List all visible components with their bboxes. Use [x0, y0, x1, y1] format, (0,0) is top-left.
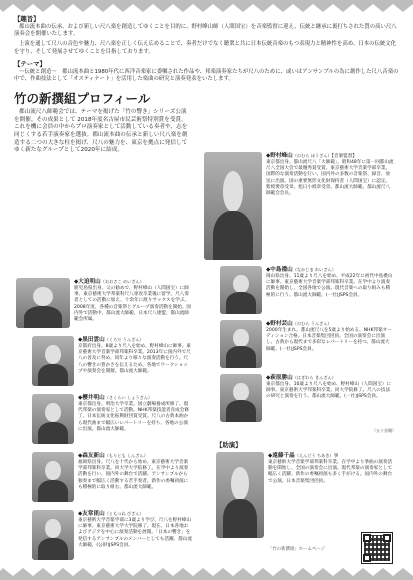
aim-text-1: 都山流本曲の伝承、および新しい尺八楽を創造してゆくことを目的に、野村峰山師（人間国宝）を音楽監督に迎え、伝統と継承に裏打ちされた質の高い尺八演奏会を開催いたします。 [14, 24, 397, 38]
member-reading: （はぎわら きんざん） [292, 375, 336, 380]
aim-heading: 【趣旨】 [14, 15, 40, 23]
guest-heading: 【助演】 [216, 441, 242, 449]
member-photo-tomotsune [32, 510, 74, 560]
order-note: （五十音順） [372, 428, 396, 433]
member-tomotsune [78, 510, 192, 549]
member-name: ◆森友新山 [78, 453, 105, 459]
member-name: ◆萩原勝山 [266, 375, 293, 381]
homepage-label: 「竹の新撰組」ホームページ [268, 547, 325, 552]
zigzag-border-bottom [0, 568, 413, 580]
member-photo-sakurai [32, 394, 74, 444]
member-name: ◆大迫明山 [74, 279, 101, 285]
member-hagiwara [266, 374, 394, 401]
content-frame [14, 14, 399, 566]
member-osako [74, 278, 192, 323]
member-bio: 福岡県出身。尺八を十代から始め、東京藝術大学音楽学部邦楽科卒業。同大学大学院修了。在学中より演奏活動を行い、国内外の舞台で活躍。アンサンブルから独奏まで幅広く活動する若手奏者。新作の委嘱初演にも積極的に取り組む。都山流大師範。 [78, 460, 189, 490]
member-name: ◆中島禮山 [266, 267, 293, 273]
member-reading: （のむら ほうざん） [292, 153, 332, 158]
member-photo-nomura-hozan [204, 152, 262, 260]
member-bio: 岡山県出身。11歳より尺八を始め、平成22年に初代中島禮山に師事。東京藝術大学音楽学部邦楽科卒業。在学中より演奏活動を開始し、全国各地で公演。現代音楽への取り組みも積極的に行う。都山流大師範、(一社)JSPS会員。 [266, 274, 393, 298]
zigzag-border-top [0, 0, 413, 12]
member-photo-osako [16, 278, 70, 328]
member-photo-kuroda [32, 336, 74, 386]
member-kuroda [78, 336, 192, 375]
member-reading: （おおさこ めいざん） [100, 279, 144, 284]
member-nakajima [266, 266, 394, 299]
member-photo-nomura-unzan [220, 320, 262, 368]
member-name: ◆野村芸山 [266, 321, 293, 327]
member-name: ◆野村峰山 [266, 153, 293, 159]
member-bio: 東京都出身。10歳より尺八を始め、野村峰山（人間国宝）に師事。東京藝術大学邦楽科卒業。同大学院修了。尺八の技法の研究と演奏を行う。都山流大師範、(一社)JSPS会員。 [266, 382, 392, 400]
profile-intro: 都山流尺八師範会では、テーマを掲げた「竹の響き」シリーズ公演を開催。その成果として 2018年度名古屋市民芸術祭特別賞を受賞。これを機に会員の中からプロ演奏家として活動している奏者や、志を同じくする若手演奏家を選抜。都山流本曲の伝承と新しい尺八楽を創造する二つの大きな柱を掲げ、尺八の魅力を、東京を拠点に発信してゆく新たなグループとして2020年に結成。 [14, 109, 188, 154]
guest-endo [268, 452, 394, 485]
member-photo-hagiwara [220, 374, 262, 422]
member-bio: 京都府出身。8歳より尺八を始め、野村峰山に師事。東京藝術大学音楽学部邦楽科卒業。2013年に国内外で尺八の普及に努め、同年より様々な演奏活動を行う。尺八の響きの豊かさを伝えるため、各地でワークショップや演奏会を開催。都山流大師範。 [78, 344, 191, 374]
member-reading: （ともつね びざん） [104, 511, 144, 516]
member-photo-moritomo [32, 452, 74, 502]
guest-photo-endo [216, 452, 264, 538]
member-bio: 東京都出身。都山流尺八「大師範」。昭和48年に第一回都山流尺八全国大会で最優秀賞受賞。東京藝術大学音楽学部卒業。国際的な演奏活動を行い、国内外の多数の音楽祭、録音、放送に出演。国の重要無形文化財保持者（人間国宝）に認定。紫綬褒章受章。旭日小綬章受章。都山流大師範。都山流尺八師範会会長。 [266, 160, 394, 197]
member-bio: 東京都出身。明治大学卒業。国立劇場養成所修了。現代邦楽の演奏家として活動。NHK邦楽技能者育成会修了。日本伝統文化振興財団賞受賞。尺八の古典本曲から現代曲まで幅広いレパートリーを持ち、各地の公演に出演。都山流大師範。 [78, 402, 189, 432]
guest-part: 箏 [333, 454, 339, 459]
aim-text-2: 上演を通して尺八の音色や魅力、尺八楽を正しく伝え広めることで、奏者だけでなく聴衆と共に日本伝統音楽のもつ表現力と精神性を高め、日本の伝統文化を守り、そして発展させてゆくことを目指しております。 [14, 41, 397, 55]
member-nomura-unzan [266, 320, 394, 353]
member-bio: 東京藝術大学音楽学部に3歳より学び、尺八を野村峰山に師事。東京藝術大学大学院修了。現在、日本各地およびアジアを中心に演奏活動を展開。「日本の響き」を発信するアンサンブルのメンバーとしても活躍。都山流大師範、(公財)JSPS会員。 [78, 518, 192, 548]
member-bio: 2000年生まれ。都山流尺八を5歳より始める。NHK邦楽オーディション合格。日本音楽集団団員。全国の演奏会に出演し、古典から現代まで多彩なレパートリーを持つ。都山流大師範、(一社)JSPS会員。 [266, 328, 392, 352]
member-photo-nakajima [220, 266, 262, 314]
member-reading: （なかじま れいざん） [292, 267, 336, 272]
guest-name: ◆遠藤千晶 [268, 453, 295, 459]
qr-code-icon[interactable] [361, 532, 393, 564]
member-nomura-hozan [266, 152, 394, 197]
member-reading: （のむら うんざん） [292, 321, 332, 326]
member-reading: （くろだ うんざん） [104, 337, 144, 342]
theme-text: ～伝統と創造～ 都山流本曲と1980年代に西洋音楽家に委嘱された作品や、邦楽演奏家たちが尺八のために、或いはアンサンブルの為に創作した尺八音楽の中で、作曲技法として「オスティナート」を活用した楽曲の研究と演奏発表をいたします。 [14, 68, 399, 83]
member-name: ◆櫻井明山 [78, 395, 105, 401]
member-name: ◆友常毘山 [78, 511, 105, 517]
member-moritomo [78, 452, 192, 491]
member-reading: （もりとも しんざん） [104, 453, 148, 458]
member-bio: 鹿児島県出身。父の勧めで、野村峰山（人間国宝）に師事。東京藝術大学邦楽科尺八専攻卒業後に留学。尺八奏者としての活動に加え、十余年に渡りサックスを学ぶ。2008年度、各種の音楽祭とグループ演奏活動を開始。国内外で活動中。都山流大師範、日本尺八連盟、都山流師範会所属。 [74, 286, 191, 323]
member-part: 【音楽監督】 [331, 154, 357, 159]
member-name: ◆黒田雲山 [78, 337, 105, 343]
theme-heading: 【テーマ】 [14, 59, 46, 68]
guest-bio: 東京藝術大学音楽学部邦楽科卒業。在学中より箏曲の演奏活動を開始し、全国の演奏会に出演。現代邦楽の演奏家として幅広く活躍。新作の委嘱初演も多く手がける。国内外の舞台で公演。日本音楽集団団員。 [268, 460, 393, 484]
member-reading: （さくらい しょうざん） [104, 395, 153, 400]
member-sakurai [78, 394, 192, 433]
guest-reading: （えんどう ちあき） [294, 453, 334, 458]
profile-title: 竹の新撰組プロフィール [14, 91, 151, 107]
